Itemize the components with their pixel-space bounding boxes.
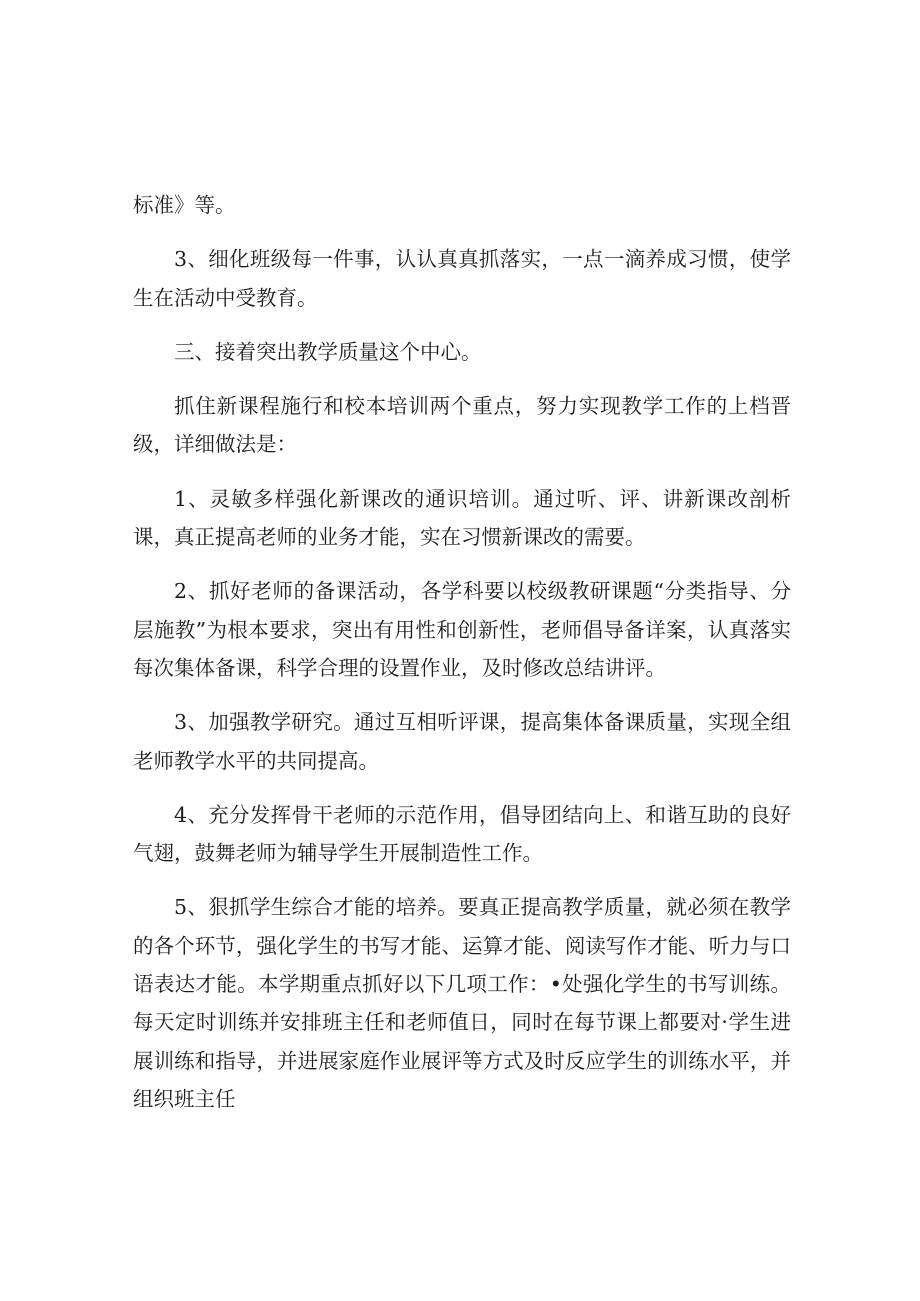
- paragraph-item-4-key-teachers: 4、充分发挥骨干老师的示范作用，倡导团结向上、和谐互助的良好气翅，鼓舞老师为辅导学生开展制造性工作。: [133, 802, 791, 866]
- document-body: [133, 186, 791, 1134]
- paragraph-intro-methods: 抓住新课程施行和校本培训两个重点，努力实现教学工作的上档晋级，详细做法是：: [133, 394, 791, 457]
- paragraph-item-2-lesson-prep: 2、抓好老师的备课活动，各学科要以校级教研课题“分类指导、分层施教”为根本要求，突出有用性和创新性，老师倡导备详案，认真落实每次集体备课，科学合理的设置作业，及时修改总结讲评。: [133, 579, 791, 680]
- paragraph-standards-continuation: 标准》等。: [133, 193, 236, 217]
- paragraph-item-5-student-abilities: 5、狠抓学生综合才能的培养。要真正提高教学质量，就必须在教学的各个环节，强化学生的书写才能、运算才能、阅读写作才能、听力与口语表达才能。本学期重点抓好以下几项工作：•处强化学生的书写训练。每天定时训练并安排班主任和老师值日，同时在每节课上都要对·学生进展训练和指导，并进展家庭作业展评等方式及时反应学生的训练水平，并组织班主任: [133, 895, 791, 1111]
- section-heading-teaching-quality: 三、接着突出教学质量这个中心。: [174, 339, 482, 364]
- paragraph-item-3-class-details: 3、细化班级每一件事，认认真真抓落实，一点一滴养成习惯，使学生在活动中受教育。: [133, 247, 791, 310]
- paragraph-item-3-research: 3、加强教学研究。通过互相听评课，提高集体备课质量，实现全组老师教学水平的共同提高。: [133, 710, 791, 773]
- paragraph-item-1-training: 1、灵敏多样强化新课改的通识培训。通过听、评、讲新课改剖析课，真正提高老师的业务才能，实在习惯新课改的需要。: [133, 486, 791, 550]
